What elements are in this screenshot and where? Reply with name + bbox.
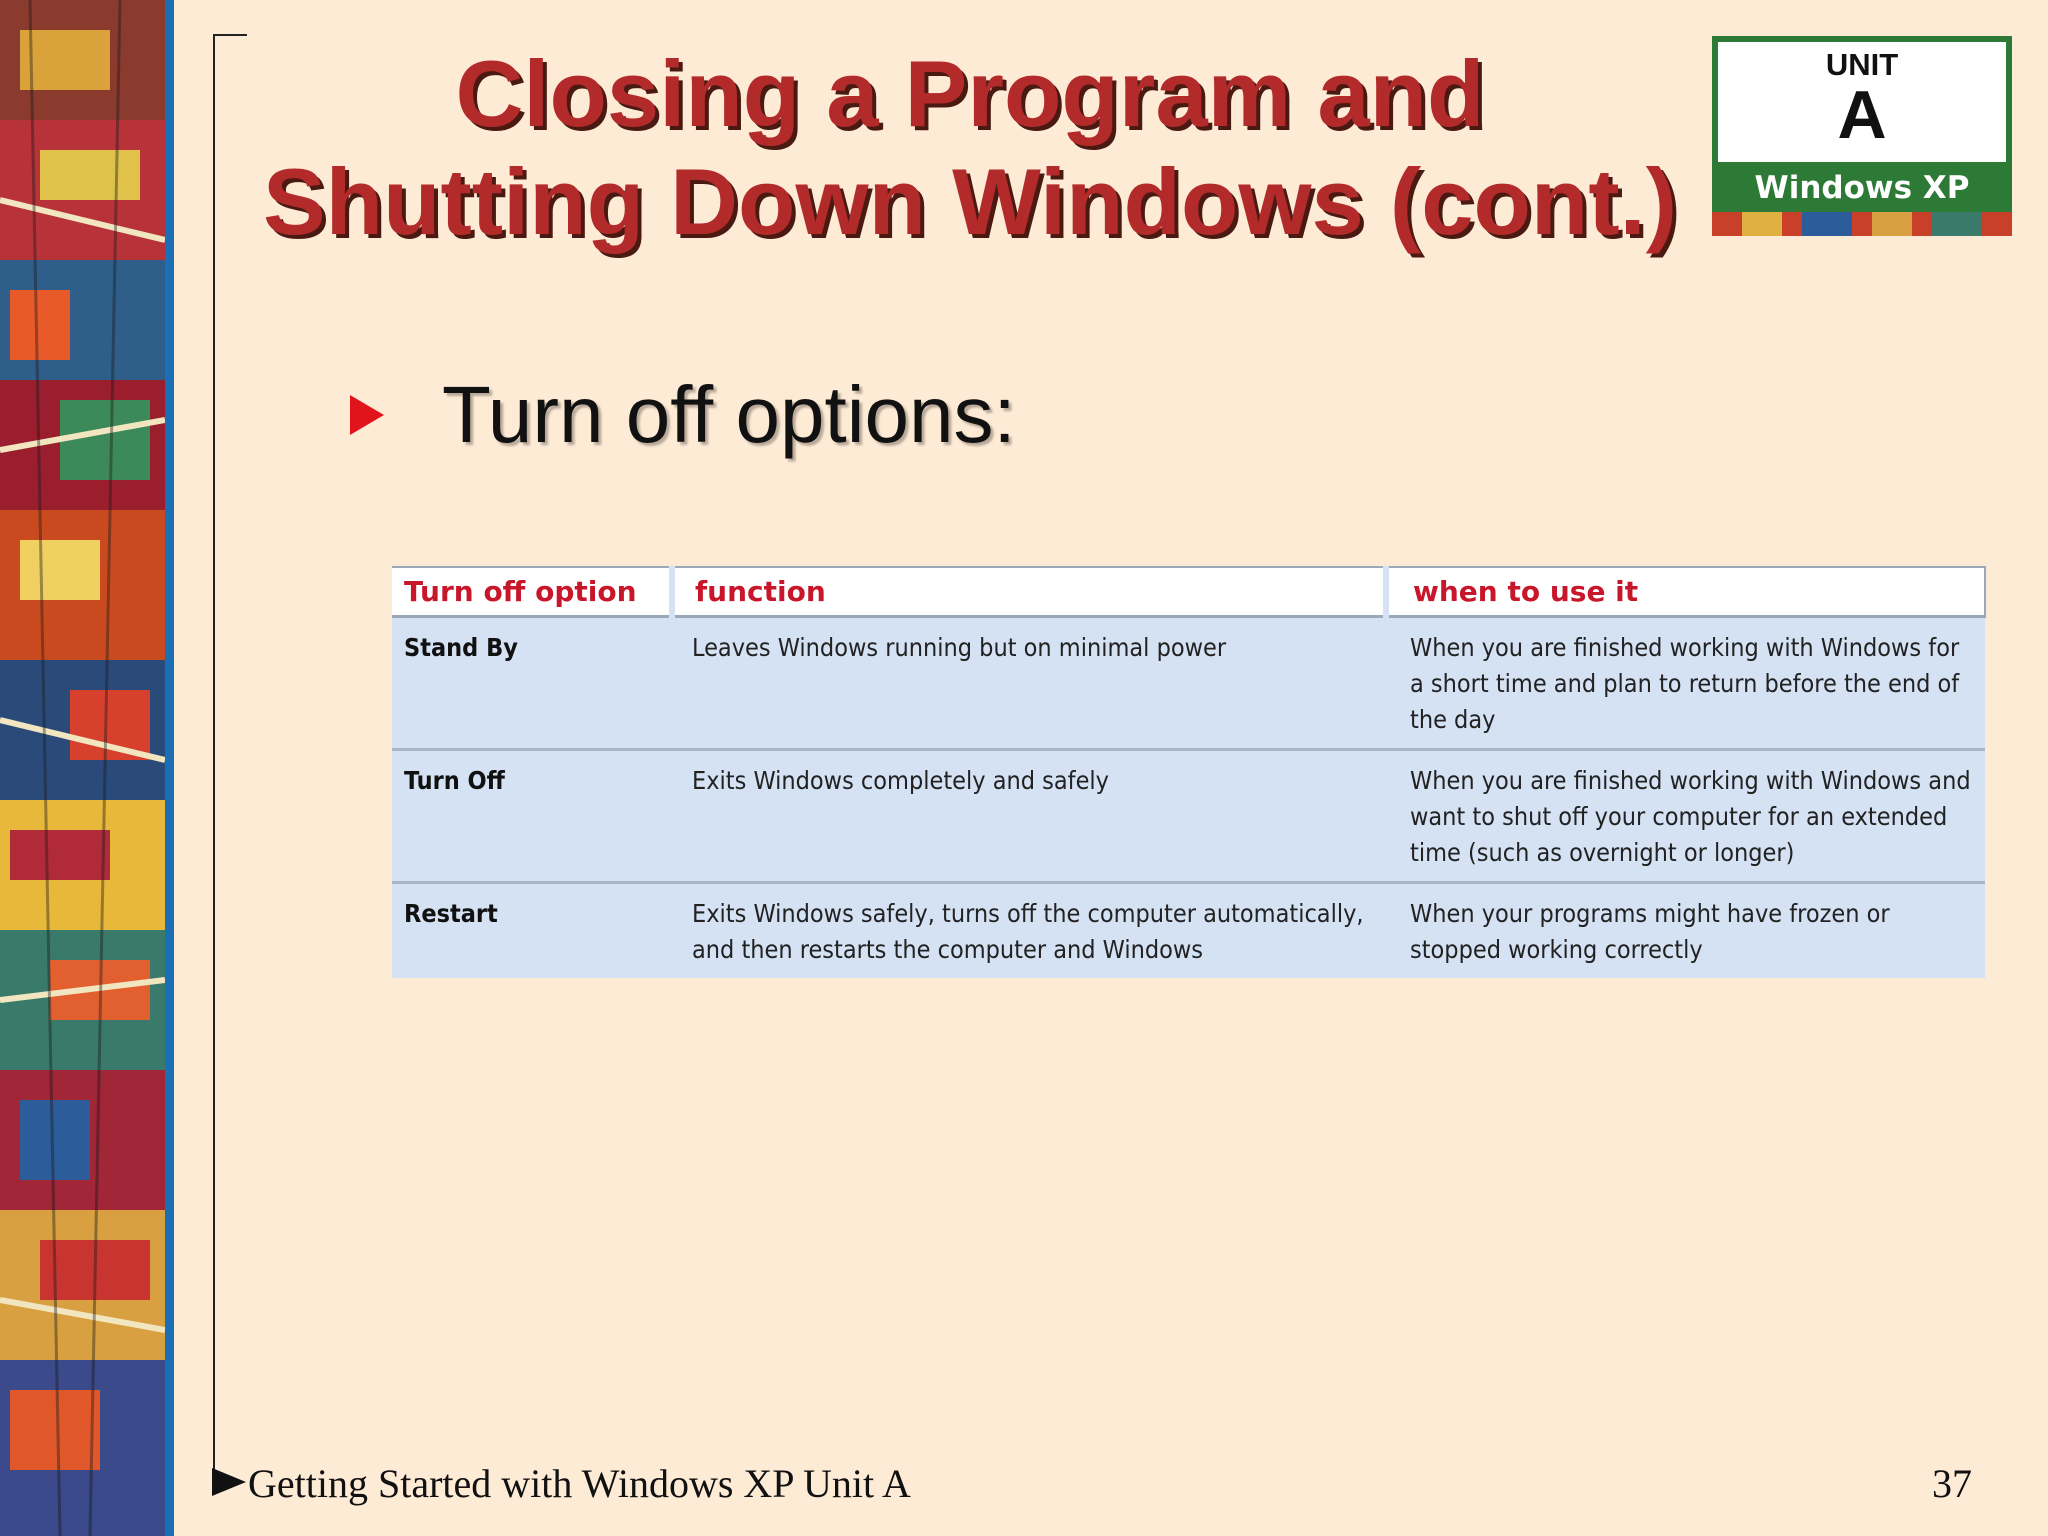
unit-letter: A xyxy=(1837,77,1887,153)
decorative-painting-strip xyxy=(0,0,165,1536)
column-header-option: Turn off option xyxy=(392,567,672,617)
slide-title-line-2: Shutting Down Windows (cont.) xyxy=(262,149,1678,254)
option-cell: Turn Off xyxy=(392,750,672,883)
table-row xyxy=(392,617,1985,750)
table-header-row xyxy=(392,567,1985,617)
column-header-function: function xyxy=(672,567,1386,617)
function-cell: Exits Windows completely and safely xyxy=(672,750,1386,883)
product-name: Windows XP xyxy=(1754,170,1970,206)
when-cell: When you are finished working with Windows and want to shut off your computer for an extended time (such as overnight or longer) xyxy=(1386,750,1985,883)
when-cell: When your programs might have frozen or stopped working correctly xyxy=(1386,883,1985,979)
function-cell: Exits Windows safely, turns off the computer automatically, and then restarts the computer and Windows xyxy=(672,883,1386,979)
frame-top-tick xyxy=(213,34,247,36)
blue-border-stripe xyxy=(165,0,174,1536)
badge-painting-strip xyxy=(1712,212,2012,236)
frame-vertical-line xyxy=(213,34,215,1494)
footer-text: Getting Started with Windows XP Unit A xyxy=(248,1461,911,1506)
unit-badge xyxy=(1712,36,2012,236)
unit-badge-label-box xyxy=(1718,42,2006,162)
triangle-bullet-icon xyxy=(350,395,384,435)
table-row xyxy=(392,750,1985,883)
footer-arrow-icon xyxy=(212,1468,246,1496)
turn-off-options-table xyxy=(392,566,1985,978)
function-cell: Leaves Windows running but on minimal power xyxy=(672,617,1386,750)
table-row xyxy=(392,883,1985,979)
slide-title xyxy=(225,40,1715,256)
bullet-item xyxy=(350,365,1016,465)
option-cell: Stand By xyxy=(392,617,672,750)
bullet-text: Turn off options: xyxy=(442,370,1016,459)
unit-label: UNIT xyxy=(1825,47,1899,82)
when-cell: When you are finished working with Windows for a short time and plan to return before the end of the day xyxy=(1386,617,1985,750)
option-cell: Restart xyxy=(392,883,672,979)
page-number: 37 xyxy=(1932,1461,1972,1506)
column-header-when: when to use it xyxy=(1386,567,1985,617)
slide-title-line-1: Closing a Program and xyxy=(455,41,1485,146)
